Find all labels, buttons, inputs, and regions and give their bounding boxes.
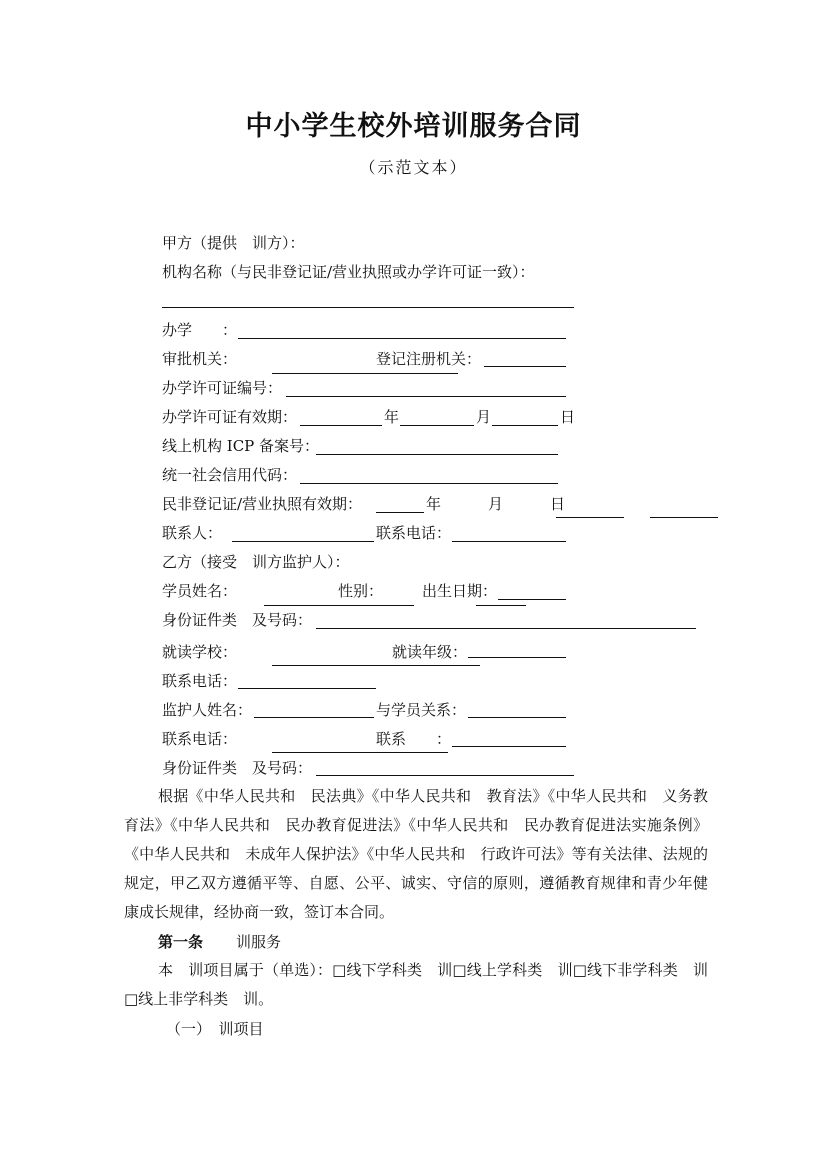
license-day-line[interactable] <box>492 425 558 426</box>
license-no-label: 办学许可证编号： <box>162 379 283 397</box>
license-year-label: 年 <box>384 408 400 426</box>
phone-label: 联系电话： <box>376 524 452 542</box>
school-line[interactable] <box>272 665 480 666</box>
credit-code-line[interactable] <box>300 483 558 484</box>
phone-line[interactable] <box>452 541 566 542</box>
reg-year-line[interactable] <box>376 512 424 513</box>
grade-line[interactable] <box>468 657 566 658</box>
registration-label: 登记注册机关： <box>376 350 482 368</box>
relation-label: 与学员关系： <box>376 701 467 719</box>
license-valid-label: 办学许可证有效期： <box>162 408 298 426</box>
guardian-id-line[interactable] <box>316 775 574 776</box>
article-1-title: 训服务 <box>221 933 282 951</box>
guardian-name-label: 监护人姓名： <box>162 701 253 719</box>
birth-label: 出生日期： <box>422 582 498 600</box>
contact2-line[interactable] <box>452 746 566 747</box>
contact-label: 联系人： <box>162 524 223 542</box>
article-1-heading <box>158 932 281 952</box>
article-1-number: 第一条 <box>158 933 204 951</box>
guardian-name-line[interactable] <box>254 717 374 718</box>
guardian-phone-line[interactable] <box>272 752 448 753</box>
section-1-heading: （一） 训项目 <box>166 1020 264 1038</box>
guardian-id-label: 身份证件类 及号码： <box>162 759 313 777</box>
icp-label: 线上机构 ICP 备案号： <box>162 437 320 455</box>
reg-day-label: 日 <box>550 495 566 513</box>
id-type-label: 身份证件类 及号码： <box>162 611 313 629</box>
license-month-label: 月 <box>476 408 492 426</box>
approval-line[interactable] <box>272 373 458 374</box>
legal-basis-paragraph: 根据《中华人民共和 民法典》《中华人民共和 教育法》《中华人民共和 义务教育法》《中华人民共和 民办教育促进法》《中华人民共和 民办教育促进法实施条例》《中华人民共和 未成年人保护法》《中华人民共和 行政许可法》等有关法律、法规的规定，甲乙双方遵循平等、自愿、公平、诚实、守信的原则，遵循教育规律和青少年健康成长规律，经协商一致，签订本合同。 <box>124 787 708 921</box>
student-phone-line[interactable] <box>238 688 376 689</box>
party-a-heading: 甲方（提供 训方）： <box>162 234 305 252</box>
license-year-line[interactable] <box>300 425 382 426</box>
gender-line[interactable] <box>476 605 526 606</box>
license-month-line[interactable] <box>400 425 474 426</box>
contact-line[interactable] <box>232 541 374 542</box>
party-b-heading: 乙方（接受 训方监护人）： <box>162 553 350 571</box>
birth-line[interactable] <box>498 599 566 600</box>
grade-label: 就读年级： <box>392 643 468 661</box>
icp-line[interactable] <box>316 454 558 455</box>
address-line[interactable] <box>238 338 566 339</box>
license-no-line[interactable] <box>286 396 566 397</box>
org-name-line[interactable] <box>162 307 574 308</box>
reg-month-line[interactable] <box>556 517 624 518</box>
reg-day-line[interactable] <box>650 517 718 518</box>
gender-label: 性别： <box>338 582 384 600</box>
reg-valid-label: 民非登记证/营业执照有效期： <box>162 495 363 513</box>
document-title: 中小学生校外培训服务合同 <box>245 111 582 142</box>
approval-label: 审批机关： <box>162 350 238 368</box>
guardian-phone-label: 联系电话： <box>162 730 238 748</box>
student-name-label: 学员姓名： <box>162 582 238 600</box>
reg-year-label: 年 <box>426 495 442 513</box>
article-1-text: 本 训项目属于（单选）：□线下学科类 训□线上学科类 训□线下非学科类 训□线上非学科类 训。 <box>124 961 708 1008</box>
relation-line[interactable] <box>468 717 566 718</box>
contact2-label: 联系 ： <box>376 730 452 748</box>
org-name-label: 机构名称（与民非登记证/营业执照或办学许可证一致）： <box>162 263 535 281</box>
license-day-label: 日 <box>560 408 576 426</box>
reg-month-label: 月 <box>488 495 504 513</box>
student-name-line[interactable] <box>264 605 414 606</box>
id-type-line[interactable] <box>316 628 696 629</box>
document-subtitle: （示范文本） <box>359 158 468 177</box>
address-label: 办学 ： <box>162 321 238 339</box>
student-phone-label: 联系电话： <box>162 672 238 690</box>
credit-code-label: 统一社会信用代码： <box>162 466 298 484</box>
registration-line[interactable] <box>484 366 566 367</box>
school-label: 就读学校： <box>162 643 238 661</box>
